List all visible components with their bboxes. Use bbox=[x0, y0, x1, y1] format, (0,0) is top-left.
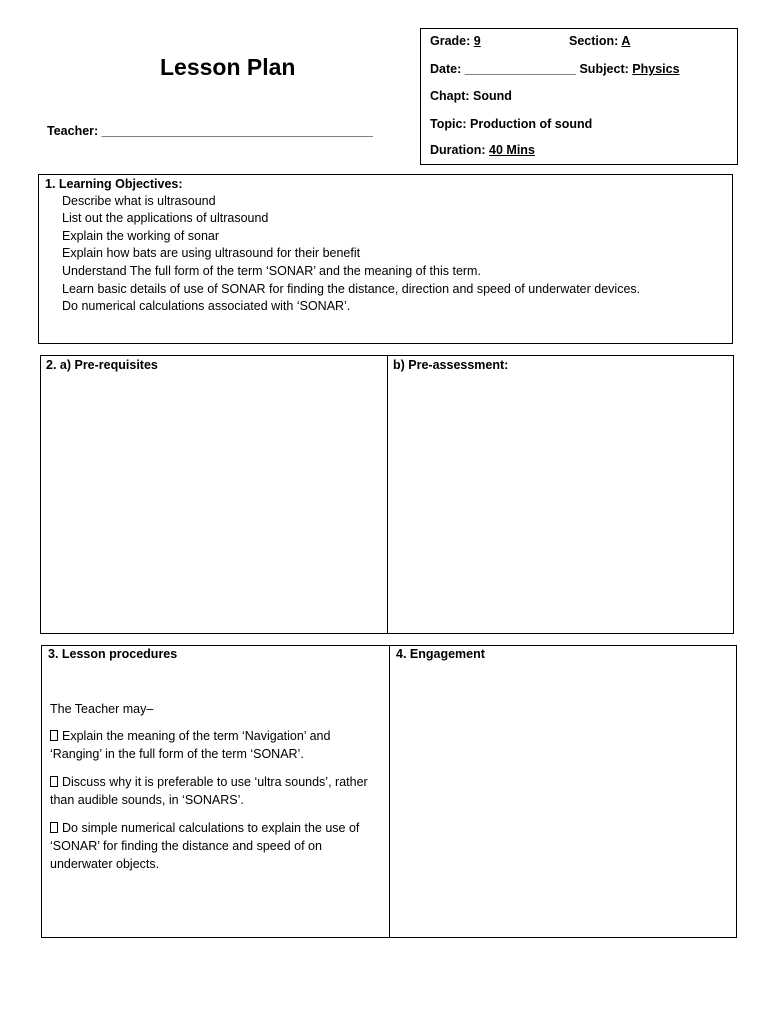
duration-value: 40 Mins bbox=[489, 143, 535, 157]
duration-line bbox=[430, 143, 535, 157]
bullet-line: Discuss why it is preferable to use ‘ultra sounds’, rather bbox=[62, 775, 368, 789]
bullet-line: than audible sounds, in ‘SONARS’. bbox=[50, 793, 244, 807]
date-line bbox=[430, 62, 680, 76]
column-divider bbox=[387, 356, 388, 633]
procedure-bullet bbox=[50, 819, 359, 873]
bullet-line: Do simple numerical calculations to explain the use of bbox=[62, 821, 360, 835]
learning-objectives-box bbox=[38, 174, 733, 344]
duration-label: Duration: bbox=[430, 143, 486, 157]
engagement-heading: 4. Engagement bbox=[396, 647, 485, 661]
grade-label: Grade: bbox=[430, 34, 471, 48]
bullet-line: Explain the meaning of the term ‘Navigation’ and bbox=[62, 729, 331, 743]
teacher-line bbox=[47, 124, 373, 138]
procedure-intro: The Teacher may– bbox=[50, 702, 154, 716]
teacher-blank: _______________________________________ bbox=[101, 124, 373, 138]
objective-item: Explain how bats are using ultrasound for their benefit bbox=[62, 246, 361, 260]
subject-value: Physics bbox=[632, 62, 680, 76]
objective-item: Do numerical calculations associated with ‘SONAR’. bbox=[62, 299, 351, 313]
chapter-line: Chapt: Sound bbox=[430, 89, 512, 103]
procedure-bullet bbox=[50, 773, 368, 809]
topic-line: Topic: Production of sound bbox=[430, 117, 593, 131]
procedure-bullet bbox=[50, 727, 330, 763]
objective-item: Learn basic details of use of SONAR for finding the distance, direction and speed of underwater devices. bbox=[62, 282, 641, 296]
missing-glyph-icon bbox=[50, 776, 58, 787]
objective-item: List out the applications of ultrasound bbox=[62, 211, 269, 225]
column-divider bbox=[389, 646, 390, 937]
date-label: Date: bbox=[430, 62, 462, 76]
procedures-table bbox=[41, 645, 737, 938]
section-line bbox=[569, 34, 630, 48]
section-value: A bbox=[621, 34, 631, 48]
pre-assessment-heading: b) Pre-assessment: bbox=[393, 358, 509, 372]
bullet-line: ‘Ranging’ in the full form of the term ‘SONAR’. bbox=[50, 747, 304, 761]
missing-glyph-icon bbox=[50, 822, 58, 833]
lesson-info-box bbox=[420, 28, 738, 165]
page-title: Lesson Plan bbox=[160, 54, 296, 80]
bullet-line: underwater objects. bbox=[50, 857, 160, 871]
date-blank: ________________ bbox=[464, 62, 576, 76]
teacher-label: Teacher: bbox=[47, 124, 99, 138]
prerequisites-heading: 2. a) Pre-requisites bbox=[46, 358, 158, 372]
objective-item: Describe what is ultrasound bbox=[62, 194, 216, 208]
lesson-procedures-heading: 3. Lesson procedures bbox=[48, 647, 178, 661]
objectives-heading: 1. Learning Objectives: bbox=[45, 177, 183, 191]
objective-item: Explain the working of sonar bbox=[62, 229, 220, 243]
section-label: Section: bbox=[569, 34, 619, 48]
grade-value: 9 bbox=[473, 34, 481, 48]
grade-line bbox=[430, 34, 481, 48]
bullet-line: ‘SONAR’ for finding the distance and speed of on bbox=[50, 839, 322, 853]
objective-item: Understand The full form of the term ‘SONAR’ and the meaning of this term. bbox=[62, 264, 481, 278]
missing-glyph-icon bbox=[50, 730, 58, 741]
prerequisites-table bbox=[40, 355, 734, 634]
subject-label: Subject: bbox=[579, 62, 629, 76]
